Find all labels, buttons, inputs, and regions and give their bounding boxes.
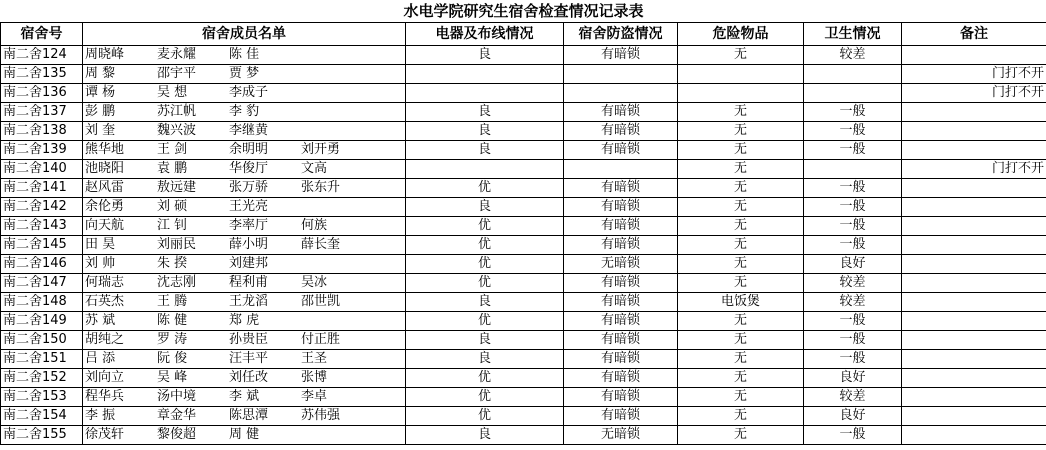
member-name: 张东升 bbox=[301, 180, 341, 195]
note-cell: 门打不开 bbox=[902, 84, 1046, 103]
hygiene-cell: 较差 bbox=[804, 274, 902, 293]
electric-cell: 良 bbox=[406, 122, 564, 141]
header-room: 宿舍号 bbox=[1, 23, 83, 46]
security-cell: 有暗锁 bbox=[564, 46, 678, 65]
member-name: 章金华 bbox=[157, 408, 197, 423]
hygiene-cell: 一般 bbox=[804, 426, 902, 445]
room-cell: 南二舍139 bbox=[1, 141, 83, 160]
header-security: 宿舍防盗情况 bbox=[564, 23, 678, 46]
room-cell: 南二舍151 bbox=[1, 350, 83, 369]
security-cell: 有暗锁 bbox=[564, 198, 678, 217]
table-row bbox=[1, 426, 1046, 445]
header-hygiene: 卫生情况 bbox=[804, 23, 902, 46]
member-name: 孙贵臣 bbox=[229, 332, 269, 347]
table-row bbox=[1, 217, 1046, 236]
security-cell: 有暗锁 bbox=[564, 293, 678, 312]
table-row bbox=[1, 293, 1046, 312]
member-name: 苏江帆 bbox=[157, 104, 197, 119]
table-row bbox=[1, 179, 1046, 198]
electric-cell bbox=[406, 160, 564, 179]
member-name: 阮 俊 bbox=[157, 351, 188, 366]
hygiene-cell: 一般 bbox=[804, 141, 902, 160]
hygiene-cell: 良好 bbox=[804, 407, 902, 426]
member-name: 谭 杨 bbox=[85, 85, 116, 100]
members-cell bbox=[83, 84, 406, 103]
member-name: 王龙滔 bbox=[229, 294, 269, 309]
room-cell: 南二舍141 bbox=[1, 179, 83, 198]
electric-cell: 良 bbox=[406, 350, 564, 369]
security-cell bbox=[564, 160, 678, 179]
member-name: 沈志刚 bbox=[157, 275, 197, 290]
table-row bbox=[1, 255, 1046, 274]
members-cell bbox=[83, 426, 406, 445]
electric-cell: 良 bbox=[406, 426, 564, 445]
header-hazard: 危险物品 bbox=[678, 23, 804, 46]
note-cell bbox=[902, 217, 1046, 236]
member-name: 魏兴波 bbox=[157, 123, 197, 138]
table-body bbox=[1, 46, 1046, 445]
electric-cell bbox=[406, 84, 564, 103]
member-name: 黎俊超 bbox=[157, 427, 197, 442]
member-name: 吴 峰 bbox=[157, 370, 188, 385]
hazard-cell: 无 bbox=[678, 141, 804, 160]
room-cell: 南二舍149 bbox=[1, 312, 83, 331]
member-name: 张博 bbox=[301, 370, 328, 385]
hazard-cell: 无 bbox=[678, 274, 804, 293]
room-cell: 南二舍124 bbox=[1, 46, 83, 65]
security-cell: 有暗锁 bbox=[564, 122, 678, 141]
members-cell bbox=[83, 388, 406, 407]
member-name: 彭 鹏 bbox=[85, 104, 116, 119]
security-cell bbox=[564, 84, 678, 103]
member-name: 池晓阳 bbox=[85, 161, 125, 176]
table-row bbox=[1, 388, 1046, 407]
member-name: 邵宇平 bbox=[157, 66, 197, 81]
room-cell: 南二舍154 bbox=[1, 407, 83, 426]
room-cell: 南二舍136 bbox=[1, 84, 83, 103]
hygiene-cell: 一般 bbox=[804, 103, 902, 122]
table-row bbox=[1, 274, 1046, 293]
member-name: 袁 鹏 bbox=[157, 161, 188, 176]
table-row bbox=[1, 369, 1046, 388]
hazard-cell: 无 bbox=[678, 198, 804, 217]
member-name: 朱 揆 bbox=[157, 256, 188, 271]
hygiene-cell: 良好 bbox=[804, 369, 902, 388]
security-cell: 有暗锁 bbox=[564, 103, 678, 122]
hazard-cell: 无 bbox=[678, 217, 804, 236]
security-cell: 有暗锁 bbox=[564, 369, 678, 388]
member-name: 吴冰 bbox=[301, 275, 328, 290]
member-name: 李成子 bbox=[229, 85, 269, 100]
member-name: 胡纯之 bbox=[85, 332, 125, 347]
security-cell: 有暗锁 bbox=[564, 331, 678, 350]
hazard-cell: 无 bbox=[678, 312, 804, 331]
security-cell bbox=[564, 65, 678, 84]
room-cell: 南二舍147 bbox=[1, 274, 83, 293]
table-row bbox=[1, 312, 1046, 331]
table-row bbox=[1, 103, 1046, 122]
hygiene-cell: 较差 bbox=[804, 293, 902, 312]
electric-cell: 优 bbox=[406, 274, 564, 293]
electric-cell: 优 bbox=[406, 217, 564, 236]
hazard-cell: 无 bbox=[678, 350, 804, 369]
electric-cell: 良 bbox=[406, 103, 564, 122]
hazard-cell bbox=[678, 84, 804, 103]
member-name: 刘 帅 bbox=[85, 256, 116, 271]
electric-cell: 良 bbox=[406, 46, 564, 65]
electric-cell: 优 bbox=[406, 179, 564, 198]
member-name: 邵世凯 bbox=[301, 294, 341, 309]
member-name: 苏伟强 bbox=[301, 408, 341, 423]
room-cell: 南二舍142 bbox=[1, 198, 83, 217]
member-name: 李继黄 bbox=[229, 123, 269, 138]
hygiene-cell: 较差 bbox=[804, 388, 902, 407]
member-name: 余明明 bbox=[229, 142, 269, 157]
title-row bbox=[1, 0, 1046, 23]
member-name: 周 黎 bbox=[85, 66, 116, 81]
member-name: 刘向立 bbox=[85, 370, 125, 385]
hazard-cell: 无 bbox=[678, 407, 804, 426]
electric-cell: 优 bbox=[406, 255, 564, 274]
members-cell bbox=[83, 46, 406, 65]
member-name: 周 健 bbox=[229, 427, 260, 442]
member-name: 程华兵 bbox=[85, 389, 125, 404]
hazard-cell: 无 bbox=[678, 331, 804, 350]
note-cell bbox=[902, 293, 1046, 312]
electric-cell: 良 bbox=[406, 198, 564, 217]
hazard-cell: 无 bbox=[678, 160, 804, 179]
hazard-cell: 无 bbox=[678, 179, 804, 198]
member-name: 何族 bbox=[301, 218, 328, 233]
table-row bbox=[1, 160, 1046, 179]
members-cell bbox=[83, 407, 406, 426]
header-members: 宿舍成员名单 bbox=[83, 23, 406, 46]
header-electric: 电器及布线情况 bbox=[406, 23, 564, 46]
room-cell: 南二舍155 bbox=[1, 426, 83, 445]
member-name: 郑 虎 bbox=[229, 313, 260, 328]
member-name: 熊华地 bbox=[85, 142, 125, 157]
electric-cell: 良 bbox=[406, 293, 564, 312]
hazard-cell: 无 bbox=[678, 46, 804, 65]
note-cell bbox=[902, 141, 1046, 160]
room-cell: 南二舍153 bbox=[1, 388, 83, 407]
table-row bbox=[1, 331, 1046, 350]
member-name: 张万骄 bbox=[229, 180, 269, 195]
member-name: 薛长奎 bbox=[301, 237, 341, 252]
member-name: 文高 bbox=[301, 161, 328, 176]
hygiene-cell: 一般 bbox=[804, 198, 902, 217]
note-cell bbox=[902, 388, 1046, 407]
security-cell: 有暗锁 bbox=[564, 274, 678, 293]
hygiene-cell: 一般 bbox=[804, 350, 902, 369]
hygiene-cell bbox=[804, 65, 902, 84]
table-row bbox=[1, 350, 1046, 369]
members-cell bbox=[83, 293, 406, 312]
table-row bbox=[1, 198, 1046, 217]
room-cell: 南二舍145 bbox=[1, 236, 83, 255]
hazard-cell: 无 bbox=[678, 369, 804, 388]
hygiene-cell: 良好 bbox=[804, 255, 902, 274]
note-cell bbox=[902, 369, 1046, 388]
members-cell bbox=[83, 236, 406, 255]
note-cell bbox=[902, 274, 1046, 293]
members-cell bbox=[83, 274, 406, 293]
member-name: 刘建邦 bbox=[229, 256, 269, 271]
security-cell: 无暗锁 bbox=[564, 255, 678, 274]
member-name: 江 钊 bbox=[157, 218, 188, 233]
hazard-cell: 无 bbox=[678, 122, 804, 141]
hygiene-cell: 较差 bbox=[804, 46, 902, 65]
member-name: 吕 添 bbox=[85, 351, 116, 366]
member-name: 刘开勇 bbox=[301, 142, 341, 157]
hazard-cell bbox=[678, 65, 804, 84]
members-cell bbox=[83, 255, 406, 274]
member-name: 李 斌 bbox=[229, 389, 260, 404]
header-note: 备注 bbox=[902, 23, 1046, 46]
member-name: 苏 斌 bbox=[85, 313, 116, 328]
room-cell: 南二舍150 bbox=[1, 331, 83, 350]
note-cell bbox=[902, 122, 1046, 141]
member-name: 何瑞志 bbox=[85, 275, 125, 290]
table-row bbox=[1, 141, 1046, 160]
members-cell bbox=[83, 217, 406, 236]
header-row bbox=[1, 23, 1046, 46]
member-name: 赵风雷 bbox=[85, 180, 125, 195]
table-row bbox=[1, 46, 1046, 65]
note-cell bbox=[902, 407, 1046, 426]
security-cell: 有暗锁 bbox=[564, 350, 678, 369]
member-name: 陈思潭 bbox=[229, 408, 269, 423]
member-name: 李卓 bbox=[301, 389, 328, 404]
note-cell bbox=[902, 198, 1046, 217]
member-name: 李 豹 bbox=[229, 104, 260, 119]
members-cell bbox=[83, 312, 406, 331]
member-name: 王圣 bbox=[301, 351, 328, 366]
note-cell bbox=[902, 236, 1046, 255]
member-name: 田 昊 bbox=[85, 237, 116, 252]
member-name: 陈 佳 bbox=[229, 47, 260, 62]
hygiene-cell: 一般 bbox=[804, 217, 902, 236]
room-cell: 南二舍146 bbox=[1, 255, 83, 274]
member-name: 华俊厅 bbox=[229, 161, 269, 176]
members-cell bbox=[83, 198, 406, 217]
note-cell bbox=[902, 426, 1046, 445]
electric-cell: 优 bbox=[406, 312, 564, 331]
note-cell: 门打不开 bbox=[902, 160, 1046, 179]
table-row bbox=[1, 122, 1046, 141]
security-cell: 无暗锁 bbox=[564, 426, 678, 445]
security-cell: 有暗锁 bbox=[564, 407, 678, 426]
table-title: 水电学院研究生宿舍检查情况记录表 bbox=[1, 0, 1046, 23]
table-row bbox=[1, 407, 1046, 426]
member-name: 麦永耀 bbox=[157, 47, 197, 62]
member-name: 刘 硕 bbox=[157, 199, 188, 214]
hazard-cell: 无 bbox=[678, 426, 804, 445]
electric-cell: 优 bbox=[406, 369, 564, 388]
hazard-cell: 电饭煲 bbox=[678, 293, 804, 312]
security-cell: 有暗锁 bbox=[564, 141, 678, 160]
electric-cell: 良 bbox=[406, 331, 564, 350]
table-row bbox=[1, 65, 1046, 84]
member-name: 罗 涛 bbox=[157, 332, 188, 347]
room-cell: 南二舍143 bbox=[1, 217, 83, 236]
member-name: 薛小明 bbox=[229, 237, 269, 252]
hygiene-cell bbox=[804, 160, 902, 179]
note-cell: 门打不开 bbox=[902, 65, 1046, 84]
members-cell bbox=[83, 103, 406, 122]
members-cell bbox=[83, 65, 406, 84]
security-cell: 有暗锁 bbox=[564, 388, 678, 407]
hazard-cell: 无 bbox=[678, 103, 804, 122]
electric-cell: 优 bbox=[406, 236, 564, 255]
member-name: 吴 想 bbox=[157, 85, 188, 100]
members-cell bbox=[83, 331, 406, 350]
member-name: 刘任改 bbox=[229, 370, 269, 385]
table-row bbox=[1, 236, 1046, 255]
hygiene-cell: 一般 bbox=[804, 179, 902, 198]
room-cell: 南二舍140 bbox=[1, 160, 83, 179]
note-cell bbox=[902, 255, 1046, 274]
note-cell bbox=[902, 179, 1046, 198]
member-name: 王 剑 bbox=[157, 142, 188, 157]
room-cell: 南二舍137 bbox=[1, 103, 83, 122]
electric-cell: 良 bbox=[406, 141, 564, 160]
hygiene-cell: 一般 bbox=[804, 312, 902, 331]
members-cell bbox=[83, 141, 406, 160]
electric-cell: 优 bbox=[406, 407, 564, 426]
members-cell bbox=[83, 350, 406, 369]
table-row bbox=[1, 84, 1046, 103]
member-name: 王 腾 bbox=[157, 294, 188, 309]
member-name: 徐茂轩 bbox=[85, 427, 125, 442]
member-name: 周晓峰 bbox=[85, 47, 125, 62]
members-cell bbox=[83, 179, 406, 198]
security-cell: 有暗锁 bbox=[564, 179, 678, 198]
member-name: 刘 奎 bbox=[85, 123, 116, 138]
hazard-cell: 无 bbox=[678, 255, 804, 274]
hygiene-cell: 一般 bbox=[804, 122, 902, 141]
members-cell bbox=[83, 122, 406, 141]
hygiene-cell: 一般 bbox=[804, 236, 902, 255]
members-cell bbox=[83, 160, 406, 179]
security-cell: 有暗锁 bbox=[564, 236, 678, 255]
security-cell: 有暗锁 bbox=[564, 217, 678, 236]
hygiene-cell: 一般 bbox=[804, 331, 902, 350]
hazard-cell: 无 bbox=[678, 236, 804, 255]
member-name: 陈 健 bbox=[157, 313, 188, 328]
room-cell: 南二舍152 bbox=[1, 369, 83, 388]
member-name: 向天航 bbox=[85, 218, 125, 233]
members-cell bbox=[83, 369, 406, 388]
member-name: 汤中境 bbox=[157, 389, 197, 404]
room-cell: 南二舍135 bbox=[1, 65, 83, 84]
security-cell: 有暗锁 bbox=[564, 312, 678, 331]
member-name: 贾 梦 bbox=[229, 66, 260, 81]
note-cell bbox=[902, 312, 1046, 331]
member-name: 付正胜 bbox=[301, 332, 341, 347]
room-cell: 南二舍148 bbox=[1, 293, 83, 312]
member-name: 汪丰平 bbox=[229, 351, 269, 366]
note-cell bbox=[902, 331, 1046, 350]
hazard-cell: 无 bbox=[678, 388, 804, 407]
member-name: 王光亮 bbox=[229, 199, 269, 214]
member-name: 程利甫 bbox=[229, 275, 269, 290]
member-name: 李 振 bbox=[85, 408, 116, 423]
room-cell: 南二舍138 bbox=[1, 122, 83, 141]
member-name: 李率厅 bbox=[229, 218, 269, 233]
electric-cell: 优 bbox=[406, 388, 564, 407]
member-name: 敖远建 bbox=[157, 180, 197, 195]
member-name: 刘丽民 bbox=[157, 237, 197, 252]
member-name: 石英杰 bbox=[85, 294, 125, 309]
note-cell bbox=[902, 46, 1046, 65]
note-cell bbox=[902, 103, 1046, 122]
member-name: 余伦勇 bbox=[85, 199, 125, 214]
electric-cell bbox=[406, 65, 564, 84]
hygiene-cell bbox=[804, 84, 902, 103]
note-cell bbox=[902, 350, 1046, 369]
